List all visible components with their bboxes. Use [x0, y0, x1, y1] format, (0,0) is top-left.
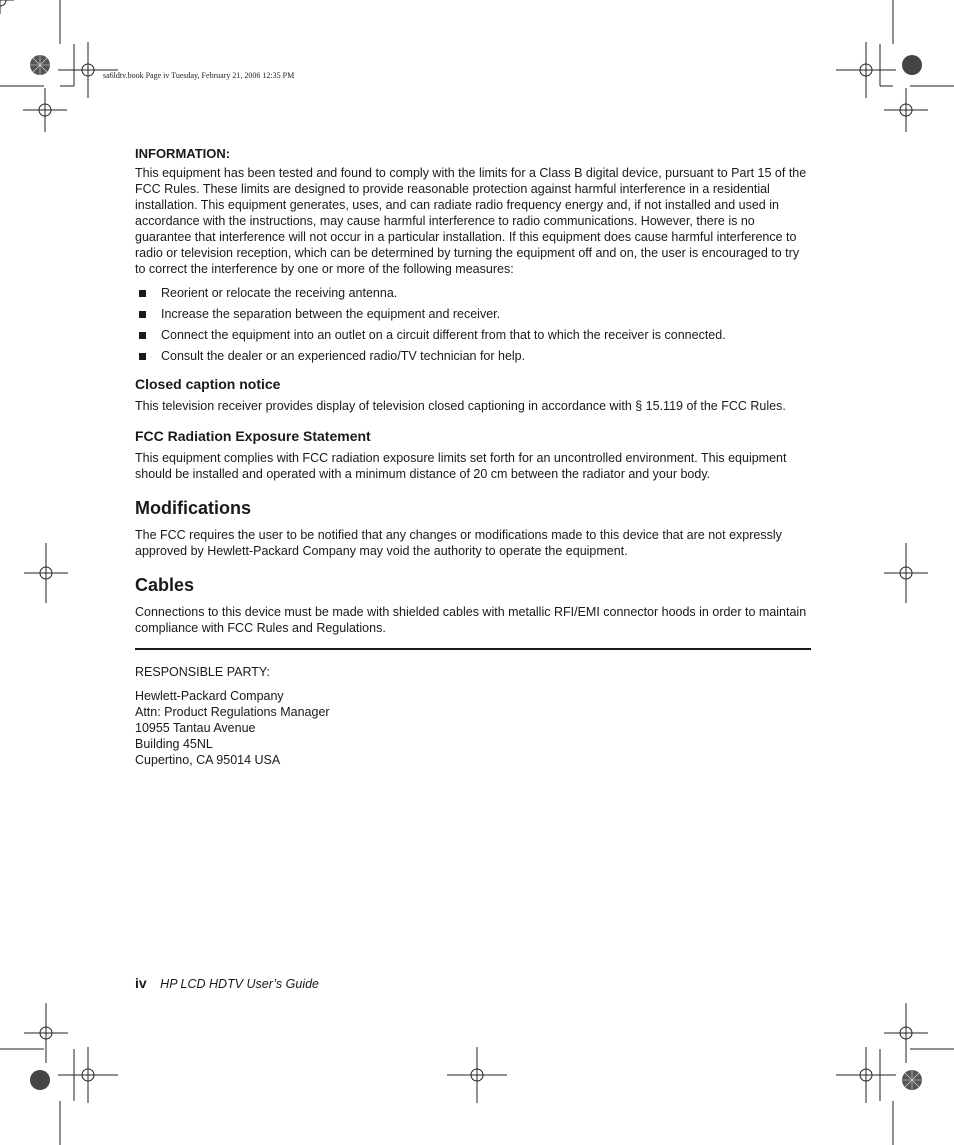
- page-footer: [135, 975, 319, 991]
- responsible-party-address: Hewlett-Packard Company Attn: Product Regulations Manager 10955 Tantau Avenue Building 45NL Cupertino, CA 95014 USA: [135, 689, 330, 767]
- bullet-square-icon: [139, 311, 146, 318]
- list-item: Reorient or relocate the receiving antenna.: [135, 285, 811, 301]
- bullet-square-icon: [139, 353, 146, 360]
- fcc-radiation-body: This equipment complies with FCC radiation exposure limits set forth for an uncontrolled environment. This equipment should be installed and operated with a minimum distance of 20 cm between the radiator and your body.: [135, 451, 787, 481]
- list-item: Connect the equipment into an outlet on a circuit different from that to which the receiver is connected.: [135, 327, 811, 343]
- closed-caption-body: This television receiver provides display of television closed captioning in accordance with § 15.119 of the FCC Rules.: [135, 399, 786, 413]
- cables-body: Connections to this device must be made with shielded cables with metallic RFI/EMI connector hoods in order to maintain compliance with FCC Rules and Regulations.: [135, 605, 807, 635]
- bullet-square-icon: [139, 290, 146, 297]
- page-number: iv: [135, 975, 147, 991]
- list-item: Consult the dealer or an experienced radio/TV technician for help.: [135, 348, 811, 364]
- information-body: This equipment has been tested and found to comply with the limits for a Class B digital device, pursuant to Part 15 of the FCC Rules. These limits are designed to provide reasonable protection against harmful interference in a residential installation. This equipment generates, uses, and can radiate radio frequency energy and, if not installed and used in accordance with the instructions, may cause harmful interference to radio communications. However, there is no guarantee that interference will not occur in a particular installation. If this equipment does cause harmful interference to radio or television reception, which can be determined by turning the equipment off and on, the user is encouraged to try to correct the interference by one or more of the following measures:: [135, 166, 807, 276]
- fcc-radiation-heading: FCC Radiation Exposure Statement: [135, 428, 371, 444]
- measures-list: [135, 285, 811, 364]
- section-divider: [135, 648, 811, 650]
- bullet-square-icon: [139, 332, 146, 339]
- guide-title: HP LCD HDTV User’s Guide: [160, 977, 320, 991]
- page-content: [135, 146, 811, 768]
- print-slug: sa6ldtv.book Page iv Tuesday, February 21, 2006 12:35 PM: [103, 71, 295, 80]
- closed-caption-heading: Closed caption notice: [135, 376, 281, 392]
- information-heading: INFORMATION:: [135, 146, 231, 161]
- responsible-party-label: RESPONSIBLE PARTY:: [135, 665, 271, 679]
- modifications-heading: Modifications: [135, 498, 251, 518]
- cables-heading: Cables: [135, 575, 195, 595]
- list-item: Increase the separation between the equipment and receiver.: [135, 306, 811, 322]
- modifications-body: The FCC requires the user to be notified that any changes or modifications made to this device that are not expressly approved by Hewlett-Packard Company may void the authority to operate the equipment.: [135, 528, 782, 558]
